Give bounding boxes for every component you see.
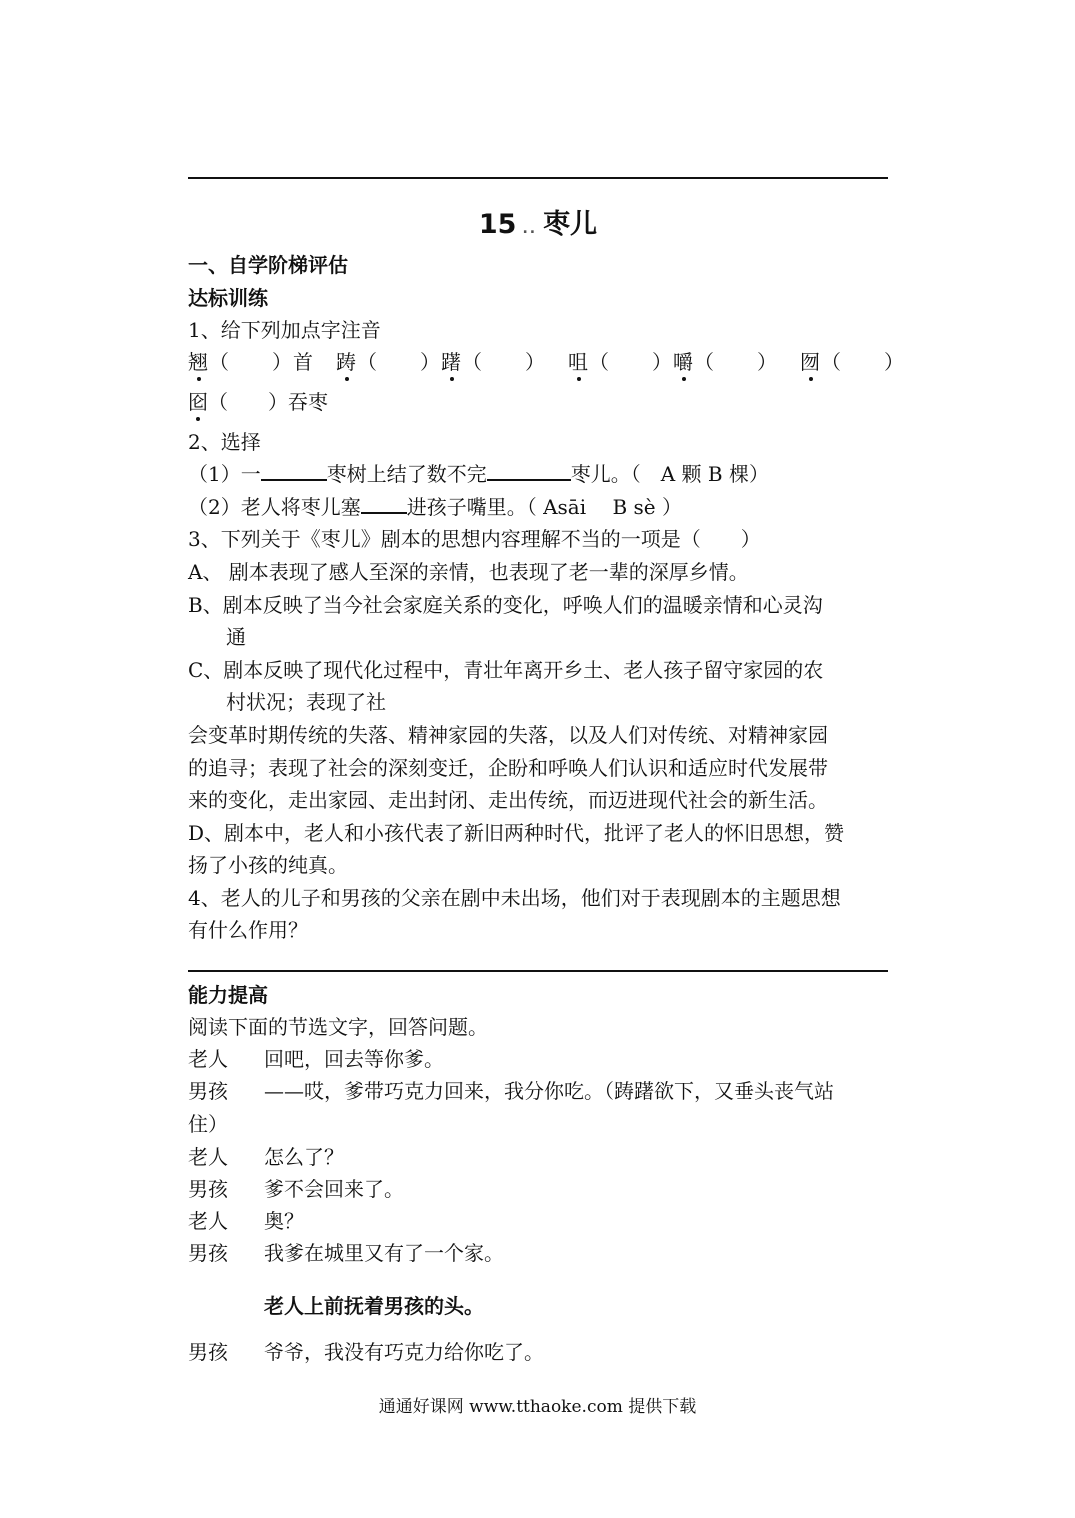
q3-option-d-cont: 扬了小孩的纯真。 <box>188 853 348 877</box>
line-text: 住） <box>188 1112 228 1136</box>
line-text: 我爹在城里又有了一个家。 <box>264 1241 504 1265</box>
page-title <box>188 202 888 241</box>
dialogue-line <box>188 1176 404 1202</box>
section-divider <box>188 970 888 972</box>
q3-option-b: B、剧本反映了当今社会家庭关系的变化，呼唤人们的温暖亲情和心灵沟 <box>188 593 823 617</box>
speaker: 老人 <box>188 1145 228 1169</box>
q2-item1-part-b: 枣树上结了数不完 <box>326 462 487 486</box>
title-text: 枣儿 <box>543 209 598 240</box>
footer-credit: 通通好课网 www.tthaoke.com 提供下载 <box>378 1397 697 1417</box>
pinyin-blank: （ ） <box>821 350 905 374</box>
dotted-char: 囫 <box>800 350 821 374</box>
q3-option-c-cont: 会变革时期传统的失落、精神家园的失落，以及人们对传统、对精神家园 <box>188 723 828 747</box>
q3-prompt: 3、下列关于《枣儿》剧本的思想内容理解不当的一项是（ ） <box>188 527 761 551</box>
section1-heading: 一、自学阶梯评估 <box>188 253 348 277</box>
line-text: 怎么了？ <box>264 1145 344 1169</box>
q3-option-b-cont: 通 <box>226 625 246 649</box>
dotted-char: 囵 <box>188 390 208 414</box>
line-text: 回吧，回去等你爹。 <box>264 1047 444 1071</box>
pinyin-blank: （ ）首 <box>209 350 314 374</box>
dialogue-line <box>188 1339 544 1365</box>
speaker: 男孩 <box>188 1340 228 1364</box>
q3-option-c-cont: 来的变化，走出家园、走出封闭、走出传统，而迈进现代社会的新生活。 <box>188 788 828 812</box>
speaker: 老人 <box>188 1047 228 1071</box>
line-text: 爷爷，我没有巧克力给你吃了。 <box>264 1340 544 1364</box>
speaker: 男孩 <box>188 1079 228 1103</box>
dialogue-line <box>188 1240 504 1266</box>
q4-line: 有什么作用？ <box>188 918 308 942</box>
section1-subheading: 达标训练 <box>188 286 268 310</box>
q2-item2-part-a: （2）老人将枣儿塞 <box>188 495 361 519</box>
fill-blank <box>487 461 571 481</box>
dialogue-line <box>188 1046 444 1072</box>
dotted-char: 翘 <box>188 350 209 374</box>
line-text: 奥？ <box>264 1209 304 1233</box>
q2-item2 <box>188 494 682 520</box>
dialogue-line <box>188 1078 834 1104</box>
q2-item1-part-c: 枣儿。（ A 颗 B 棵） <box>570 462 769 486</box>
dotted-char: 咀 <box>568 350 589 374</box>
pinyin-blank: （ ） <box>589 350 673 374</box>
section2-heading: 能力提高 <box>188 983 268 1007</box>
dotted-char: 踌 <box>336 350 357 374</box>
q2-item2-part-b: 进孩子嘴里。（ Asāi B sè ） <box>406 495 682 519</box>
q3-option-c-cont: 村状况；表现了社 <box>226 690 386 714</box>
q3-option-a: A、 剧本表现了感人至深的亲情，也表现了老一辈的深厚乡情。 <box>188 560 749 584</box>
dialogue-line <box>188 1208 304 1234</box>
pinyin-blank: （ ） <box>462 350 546 374</box>
pinyin-blank: （ ）吞枣 <box>208 390 328 414</box>
q3-option-c-cont: 的追寻；表现了社会的深刻变迁，企盼和呼唤人们认识和适应时代发展带 <box>188 756 828 780</box>
stage-direction: 老人上前抚着男孩的头。 <box>264 1294 484 1318</box>
q3-option-c: C、剧本反映了现代化过程中，青壮年离开乡土、老人孩子留守家园的农 <box>188 658 824 682</box>
q3-option-d: D、剧本中，老人和小孩代表了新旧两种时代，批评了老人的怀旧思想，赞 <box>188 821 845 845</box>
fill-blank <box>261 461 327 481</box>
line-text: 爹不会回来了。 <box>264 1177 404 1201</box>
dotted-char: 躇 <box>441 350 462 374</box>
q4-line: 4、老人的儿子和男孩的父亲在剧中未出场，他们对于表现剧本的主题思想 <box>188 886 841 910</box>
title-dots: .. <box>522 221 538 237</box>
speaker: 男孩 <box>188 1241 228 1265</box>
speaker: 男孩 <box>188 1177 228 1201</box>
q1-prompt: 1、给下列加点字注音 <box>188 318 381 342</box>
top-rule <box>188 177 888 179</box>
dotted-char: 嚼 <box>673 350 694 374</box>
dialogue-line <box>188 1144 344 1170</box>
q2-prompt: 2、选择 <box>188 430 261 454</box>
line-text: ——哎，爹带巧克力回来，我分你吃。（踌躇欲下，又垂头丧气站 <box>264 1079 834 1103</box>
q1-row1: 翘（ ）首 踌（ ）躇（ ） 咀（ ）嚼（ ） 囫（ ） <box>188 350 905 374</box>
section2-intro: 阅读下面的节选文字，回答问题。 <box>188 1015 488 1039</box>
dialogue-line <box>188 1111 228 1137</box>
pinyin-blank: （ ） <box>694 350 778 374</box>
speaker: 老人 <box>188 1209 228 1233</box>
q1-row2 <box>188 389 328 415</box>
q2-item1 <box>188 461 769 487</box>
q2-item1-part-a: （1）一 <box>188 462 261 486</box>
title-number: 15 <box>478 209 517 240</box>
fill-blank <box>361 494 407 514</box>
